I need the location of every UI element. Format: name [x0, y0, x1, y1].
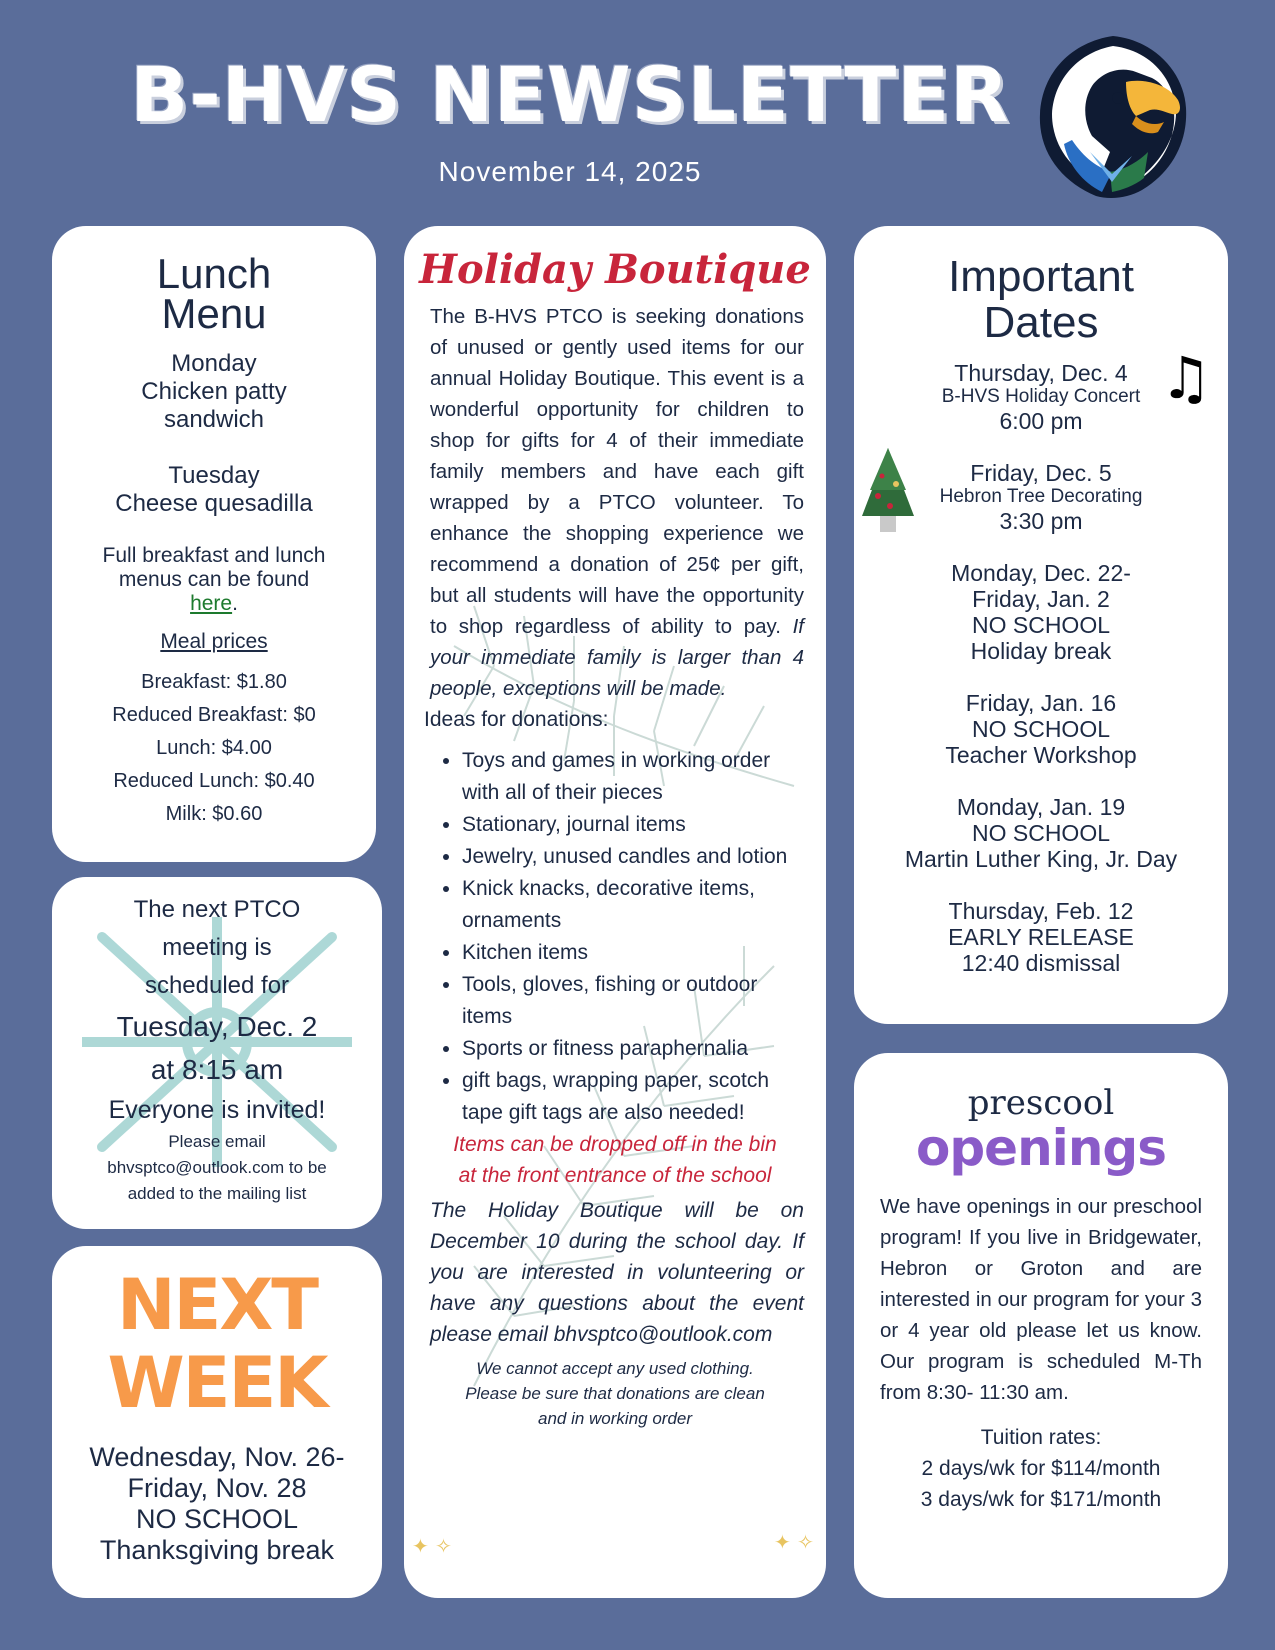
tuesday-item: Cheese quesadilla: [115, 490, 313, 517]
date-event-time: 3:30 pm: [999, 508, 1083, 534]
boutique-intro-italic: If your immediate family is larger than 4 people, exceptions will be made.: [430, 615, 804, 700]
date-event: [854, 794, 1228, 872]
newsletter-date: November 14, 2025: [438, 156, 702, 187]
star-icon: ✦ ✧: [412, 1534, 452, 1558]
date-event: [854, 560, 1228, 664]
boutique-intro-text: The B-HVS PTCO is seeking donations of unused or gently used items for our annual Holiday Boutique. This event is a wonderful opportunity for children to shop for gifts for 4 of their immediate family members and have each gift wrapped by a PTCO volunteer. To enhance the shopping experience we recommend a donation of 25¢ per gift, but all students will have the opportunity to shop regardless of ability to pay.: [430, 305, 804, 638]
newsletter-title: B-HVS NEWSLETTER: [130, 50, 1010, 139]
date-event-day: Monday, Jan. 19: [956, 794, 1126, 820]
christmas-tree-icon: [856, 444, 920, 540]
next-week-line2: WEEK: [107, 1342, 327, 1424]
date-event-status: EARLY RELEASE: [948, 924, 1134, 950]
date-event-time: 6:00 pm: [999, 408, 1083, 434]
note-line1: We cannot accept any used clothing.: [476, 1359, 754, 1378]
monday-item: Chicken patty sandwich: [141, 378, 287, 433]
next-week-reason: Thanksgiving break: [99, 1535, 335, 1565]
ptco-date: Tuesday, Dec. 2: [116, 1011, 318, 1042]
dropoff-line2: at the front entrance of the school: [458, 1164, 772, 1187]
tuition-heading: Tuition rates:: [980, 1426, 1102, 1449]
date-event-status: NO SCHOOL: [971, 716, 1111, 742]
preschool-body: We have openings in our preschool program! If you live in Bridgewater, Hebron or Groton and are interested in our program for your 3 or 4 year old please let us know. Our program is scheduled M-Th from 8:30- 11:30 am.: [880, 1195, 1202, 1404]
next-week-card: [52, 1246, 382, 1598]
date-event-reason: Holiday break: [970, 638, 1112, 664]
list-item: • Kitchen items: [462, 937, 806, 969]
list-item: • gift bags, wrapping paper, scotch tape gift tags are also needed!: [462, 1065, 806, 1129]
holiday-boutique-card: [404, 226, 826, 1598]
price-item: Milk: $0.60: [165, 803, 263, 825]
next-week-line1: NEXT: [116, 1264, 318, 1346]
monday-label: Monday: [171, 350, 257, 377]
price-item: Reduced Lunch: $0.40: [113, 770, 315, 792]
menus-note: [52, 544, 376, 616]
date-event-desc: B-HVS Holiday Concert: [941, 386, 1141, 407]
preschool-title2: openings: [916, 1119, 1166, 1177]
ptco-line2: meeting is: [162, 934, 272, 961]
list-item: • Toys and games in working order with all of their pieces: [462, 745, 806, 809]
date-event: [854, 898, 1228, 976]
note-line2: Please be sure that donations are clean: [465, 1384, 765, 1403]
meal-prices-list: [52, 666, 376, 831]
event-info: The Holiday Boutique will be on December 10 during the school day. If you are interested in volunteering or have any questions about the event please email bhvsptco@outlook.com: [430, 1199, 804, 1346]
date-event-day: Friday, Jan. 16: [965, 690, 1117, 716]
dropoff-line1: Items can be dropped off in the bin: [453, 1133, 777, 1156]
next-week-heading: [52, 1266, 382, 1422]
tuesday-label: Tuesday: [168, 462, 260, 489]
ptco-email-l3: added to the mailing list: [127, 1184, 307, 1203]
lunch-title: Lunch Menu: [156, 250, 272, 337]
ptco-invite: Everyone is invited!: [108, 1096, 326, 1124]
date-event-day: Thursday, Feb. 12: [948, 898, 1134, 924]
next-week-dates: Wednesday, Nov. 26-: [89, 1442, 345, 1472]
preschool-title1: prescool: [967, 1083, 1115, 1123]
tuition-rate2: 3 days/wk for $171/month: [920, 1488, 1162, 1511]
meal-prices-heading: Meal prices: [160, 630, 268, 653]
boutique-title: Holiday Boutique: [419, 246, 811, 293]
important-dates-card: [854, 226, 1228, 1024]
next-week-status: NO SCHOOL: [135, 1504, 299, 1534]
date-event-desc: Hebron Tree Decorating: [939, 486, 1143, 507]
date-event-status: NO SCHOOL: [971, 820, 1111, 846]
ptco-email-l1: Please email: [168, 1132, 266, 1151]
star-icon: ✦ ✧: [774, 1530, 814, 1554]
lunch-menu-card: [52, 226, 376, 862]
menus-text: Full breakfast and lunch menus can be found: [102, 544, 326, 591]
ptco-line3: scheduled for: [144, 972, 290, 999]
ptco-email-l2: bhvsptco@outlook.com to be: [107, 1158, 327, 1177]
preschool-openings-card: [854, 1053, 1228, 1598]
date-event-day: Monday, Dec. 22-: [951, 560, 1131, 586]
date-event-day: Thursday, Dec. 4: [954, 360, 1128, 386]
date-event-day: Friday, Dec. 5: [970, 460, 1112, 486]
date-event-day2: Friday, Jan. 2: [972, 586, 1110, 612]
menus-end: .: [232, 592, 238, 615]
list-item: • Knick knacks, decorative items, ornaments: [462, 873, 806, 937]
ptco-line1: The next PTCO: [133, 896, 301, 923]
date-event-reason: Teacher Workshop: [945, 742, 1137, 768]
eagle-mascot-icon: [1032, 32, 1194, 200]
ideas-heading: Ideas for donations:: [424, 708, 609, 731]
tuition-rate1: 2 days/wk for $114/month: [921, 1457, 1161, 1480]
menus-link[interactable]: here: [190, 592, 233, 615]
list-item: • Sports or fitness paraphernalia: [462, 1033, 806, 1065]
music-notes-icon: ♫: [1160, 344, 1212, 412]
price-item: Breakfast: $1.80: [141, 671, 287, 693]
ideas-list: [442, 745, 806, 1129]
ptco-meeting-card: [52, 877, 382, 1229]
date-event: [854, 690, 1228, 768]
date-event-status: NO SCHOOL: [971, 612, 1111, 638]
boutique-intro: [430, 301, 804, 704]
note-line3: and in working order: [537, 1409, 693, 1428]
price-item: Lunch: $4.00: [156, 737, 272, 759]
date-event-reason: 12:40 dismissal: [961, 950, 1121, 976]
price-item: Reduced Breakfast: $0: [112, 704, 316, 726]
dates-title: Important Dates: [948, 252, 1134, 347]
ptco-time: at 8:15 am: [150, 1054, 284, 1085]
list-item: • Stationary, journal items: [462, 809, 806, 841]
date-event-reason: Martin Luther King, Jr. Day: [904, 846, 1178, 872]
next-week-dates2: Friday, Nov. 28: [127, 1473, 307, 1503]
list-item: • Tools, gloves, fishing or outdoor items: [462, 969, 806, 1033]
list-item: • Jewelry, unused candles and lotion: [462, 841, 806, 873]
